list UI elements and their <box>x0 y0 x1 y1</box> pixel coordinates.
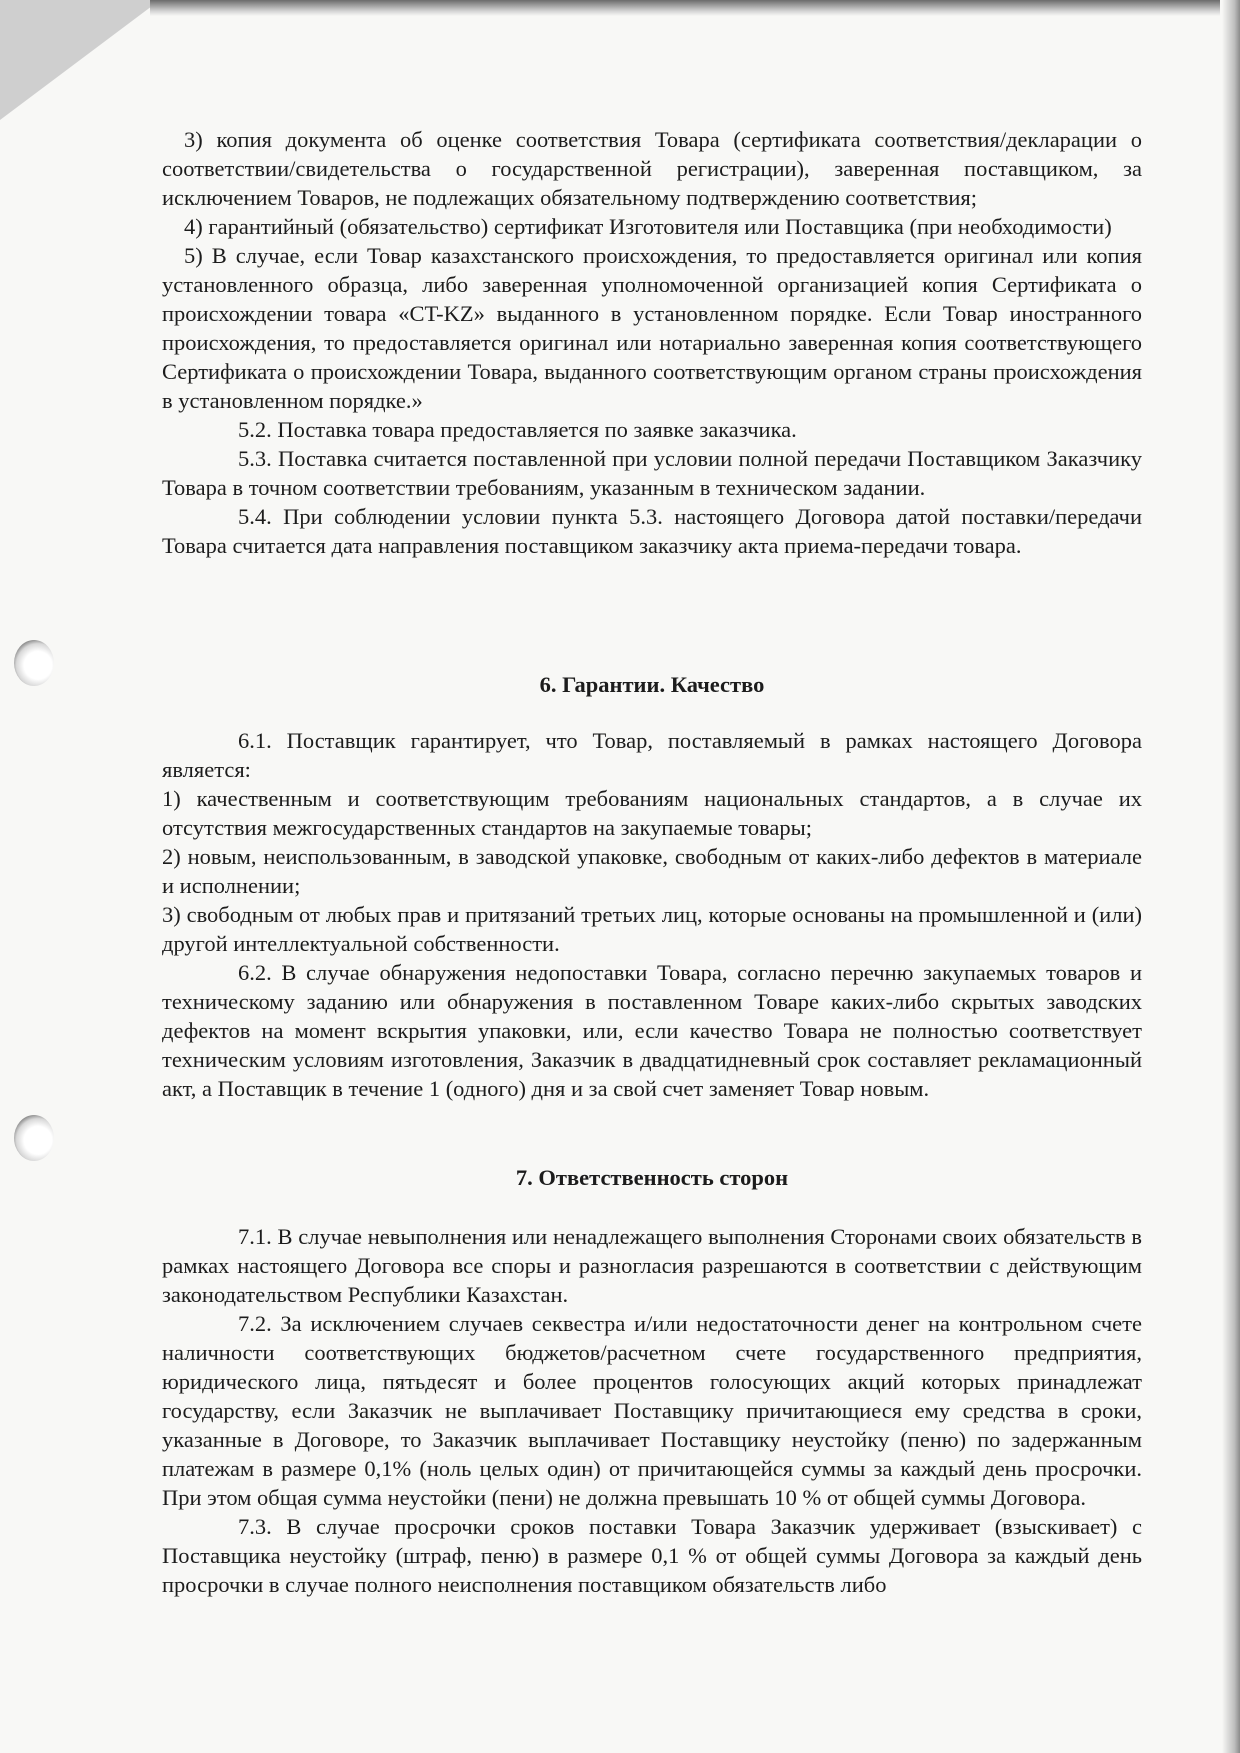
punch-hole-icon <box>14 640 54 686</box>
list-item-2: 2) новым, неиспользованным, в заводской упаковке, свободным от каких-либо дефектов в материале и исполнении; <box>162 844 1142 898</box>
paragraph-6-2: 6.2. В случае обнаружения недопоставки Товара, согласно перечню закупаемых товаров и техническому заданию или обнаружения в поставленном Товаре каких-либо скрытых заводских дефектов на момент вскрытия упаковки, или, если качество Товара не полностью соответствует техническим условиям изготовления, Заказчик в двадцатидневный срок составляет рекламационный акт, а Поставщик в течение 1 (одного) дня и за свой счет заменяет Товар новым. <box>162 960 1142 1101</box>
section-5-items <box>162 125 1142 560</box>
paragraph-7-1: 7.1. В случае невыполнения или ненадлежащего выполнения Сторонами своих обязательств в рамках настоящего Договора все споры и разногласия разрешаются в соответствии с действующим законодательством Республики Казахстан. <box>162 1224 1142 1307</box>
scan-top-edge <box>150 0 1220 16</box>
scan-right-edge <box>1222 0 1240 1753</box>
section-6-heading: 6. Гарантии. Качество <box>539 672 765 697</box>
section-6-body <box>162 726 1142 1103</box>
item-5: 5) В случае, если Товар казахстанского происхождения, то предоставляется оригинал или копия установленного образца, либо заверенная уполномоченной организацией копия Сертификата о происхождении товара «CT-KZ» выданного в установленном порядке. Если Товар иностранного происхождения, то предоставляется оригинал или нотариально заверенная копия соответствующего Сертификата о происхождении Товара, выданного соответствующим органом страны происхождения в установленном порядке.» <box>162 243 1142 413</box>
item-4: 4) гарантийный (обязательство) сертификат Изготовителя или Поставщика (при необходимости) <box>184 214 1112 239</box>
scan-folded-corner <box>0 0 160 120</box>
list-item-3: 3) свободным от любых прав и притязаний третьих лиц, которые основаны на промышленной и (или) другой интеллектуальной собственности. <box>162 902 1142 956</box>
paragraph-7-2: 7.2. За исключением случаев секвестра и/или недостаточности денег на контрольном счете наличности соответствующих бюджетов/расчетном счете государственного предприятия, юридического лица, пятьдесят и более процентов голосующих акций которых принадлежат государству, если Заказчик не выплачивает Поставщику причитающиеся ему средства в сроки, указанные в Договоре, то Заказчик выплачивает Поставщику неустойку (пеню) по задержанным платежам в размере 0,1% (ноль целых один) от причитающейся суммы за каждый день просрочки. При этом общая сумма неустойки (пени) не должна превышать 10 % от общей суммы Договора. <box>162 1311 1142 1510</box>
paragraph-7-3: 7.3. В случае просрочки сроков поставки Товара Заказчик удерживает (взыскивает) с Поставщика неустойку (штраф, пеню) в размере 0,1 % от общей суммы Договора за каждый день просрочки в случае полного неисполнения поставщиком обязательств либо <box>162 1514 1142 1597</box>
list-item-1: 1) качественным и соответствующим требованиям национальных стандартов, а в случае их отсутствия межгосударственных стандартов на закупаемые товары; <box>162 786 1142 840</box>
punch-hole-icon <box>14 1115 54 1161</box>
section-7-body <box>162 1222 1142 1599</box>
paragraph-5-4: 5.4. При соблюдении условии пункта 5.3. настоящего Договора датой поставки/передачи Товара считается дата направления поставщиком заказчику акта приема-передачи товара. <box>162 504 1142 558</box>
paragraph-5-2: 5.2. Поставка товара предоставляется по заявке заказчика. <box>238 417 797 442</box>
section-7-heading: 7. Ответственность сторон <box>515 1165 789 1190</box>
paragraph-5-3: 5.3. Поставка считается поставленной при условии полной передачи Поставщиком Заказчику Товара в точном соответствии требованиям, указанным в техническом задании. <box>162 446 1142 500</box>
item-3: 3) копия документа об оценке соответствия Товара (сертификата соответствия/декларации о соответствии/свидетельства о государственной регистрации), заверенная поставщиком, за исключением Товаров, не подлежащих обязательному подтверждению соответствия; <box>162 127 1142 210</box>
paragraph-6-1: 6.1. Поставщик гарантирует, что Товар, поставляемый в рамках настоящего Договора является: <box>162 728 1142 782</box>
